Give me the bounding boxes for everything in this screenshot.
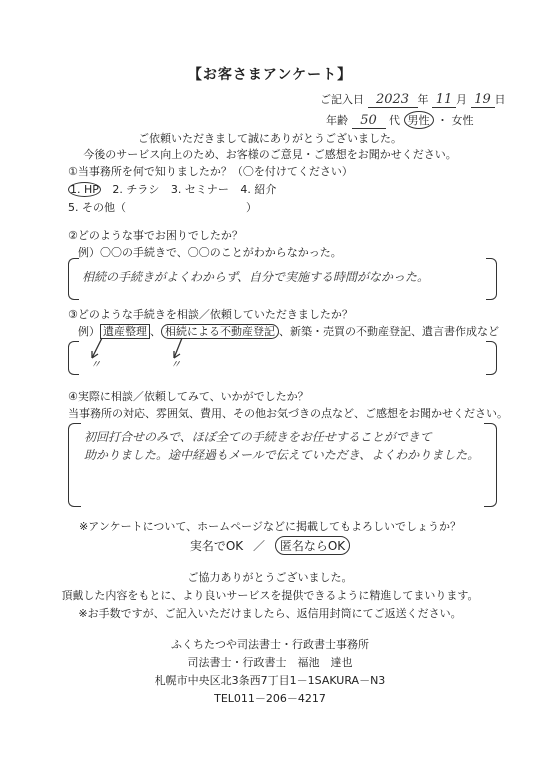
q1-opt5-row [68, 199, 257, 215]
gender-female[interactable]: 女性 [451, 114, 474, 127]
q1-opt2[interactable]: 2. チラシ [112, 183, 160, 196]
intro-line1: ご依頼いただきまして誠にありがとうございました。 [138, 132, 402, 145]
q3-example-row: 例） 遺産整理 、 相続による不動産登記 、新築・売買の不動産登記、遺言書作成など [78, 325, 499, 338]
office-title: 司法書士・行政書士 福池 達也 [187, 656, 353, 669]
age-value[interactable]: 50 [352, 113, 386, 129]
q2-question: ②どのような事でお困りでしたか？ [68, 229, 243, 242]
q1-opt3[interactable]: 3. セミナー [170, 183, 229, 196]
q3-ditto-1[interactable]: 〃 [90, 358, 101, 371]
age-unit: 代 [389, 114, 400, 127]
page-title: 【お客さまアンケート】 [187, 67, 353, 83]
q3-question: ③どのような手続きを相談／依頼していただきましたか？ [68, 308, 353, 321]
date-label: ご記入日 [320, 93, 364, 106]
month-unit: 月 [456, 93, 467, 106]
gender-sep: ・ [437, 114, 448, 127]
publish-options [0, 536, 540, 555]
publish-sep: ／ [252, 539, 265, 553]
q2-bracket-left [68, 258, 79, 300]
q4-question: ④実際に相談／依頼してみて、いかがでしたか？ [68, 390, 309, 403]
gender-male[interactable]: 男性 [404, 111, 434, 129]
q4-bracket-right [484, 423, 497, 507]
q4-prompt: 当事務所の対応、雰囲気、費用、その他お気づきの点など、ご感想をお聞かせください。 [68, 407, 508, 420]
q3-opt-inheritance-registration[interactable]: 相続による不動産登記 [161, 324, 279, 339]
q4-answer-line2[interactable]: 助かりました。途中経過もメールで伝えていただき、よくわかりました。 [84, 448, 480, 462]
date-year[interactable]: 2023 [368, 92, 418, 108]
q2-bracket-right [486, 258, 497, 300]
office-name: ふくちたつや司法書士・行政書士事務所 [171, 638, 369, 651]
publish-question: ※アンケートについて、ホームページなどに掲載してもよろしいでしょうか？ [79, 520, 461, 533]
q2-example: 例）〇〇の手続きで、〇〇のことがわからなかった。 [78, 246, 342, 259]
publish-real-name-ok[interactable]: 実名でOK [189, 539, 244, 553]
q2-answer[interactable]: 相続の手続きがよくわからず、自分で実施する時間がなかった。 [82, 270, 430, 284]
date-day[interactable]: 19 [471, 92, 495, 108]
closing-line2: ※お手数ですが、ご記入いただけましたら、返信用封筒にてご返送ください。 [78, 607, 462, 620]
q1-opt1[interactable]: 1. HP [70, 183, 99, 196]
year-unit: 年 [417, 93, 429, 106]
q3-bracket-left [68, 341, 79, 375]
q1-opt5-close: ） [246, 201, 257, 214]
intro-line2: 今後のサービス向上のため、お客様のご意見・ご感想をお聞かせください。 [83, 148, 457, 161]
age-label: 年齢 [326, 114, 348, 127]
q3-bracket-right [486, 341, 497, 375]
q1-options [68, 181, 276, 197]
q1-question: ①当事務所を何で知りましたか？（〇を付けてください） [68, 165, 353, 178]
publish-anonymous-ok[interactable]: 匿名ならOK [275, 536, 350, 555]
day-unit: 日 [494, 93, 506, 106]
closing-thanks: ご協力ありがとうございました。 [187, 571, 353, 584]
date-month[interactable]: 11 [432, 92, 456, 108]
q3-example-prefix: 例） [78, 325, 100, 338]
q1-opt4[interactable]: 4. 紹介 [240, 183, 277, 196]
q1-opt5[interactable]: 5. その他（ [68, 201, 126, 214]
closing-line1: 頂戴した内容をもとに、より良いサービスを提供できるように精進してまいります。 [61, 589, 479, 602]
office-tel: TEL011－206－4217 [214, 692, 326, 705]
office-address: 札幌市中央区北3条西7丁目1－1SAKURA－N3 [154, 674, 386, 687]
q4-bracket-left [68, 423, 81, 507]
date-row [320, 91, 506, 108]
q3-example-rest: 、新築・売買の不動産登記、遺言書作成など [279, 325, 499, 338]
q3-opt-estate[interactable]: 遺産整理 [100, 324, 150, 339]
q3-arrows [80, 334, 220, 366]
q3-ditto-2[interactable]: 〃 [170, 358, 181, 371]
age-row [326, 111, 474, 129]
q4-answer-line1[interactable]: 初回打合せのみで、ほぼ全ての手続きをお任せすることができて [84, 430, 432, 444]
